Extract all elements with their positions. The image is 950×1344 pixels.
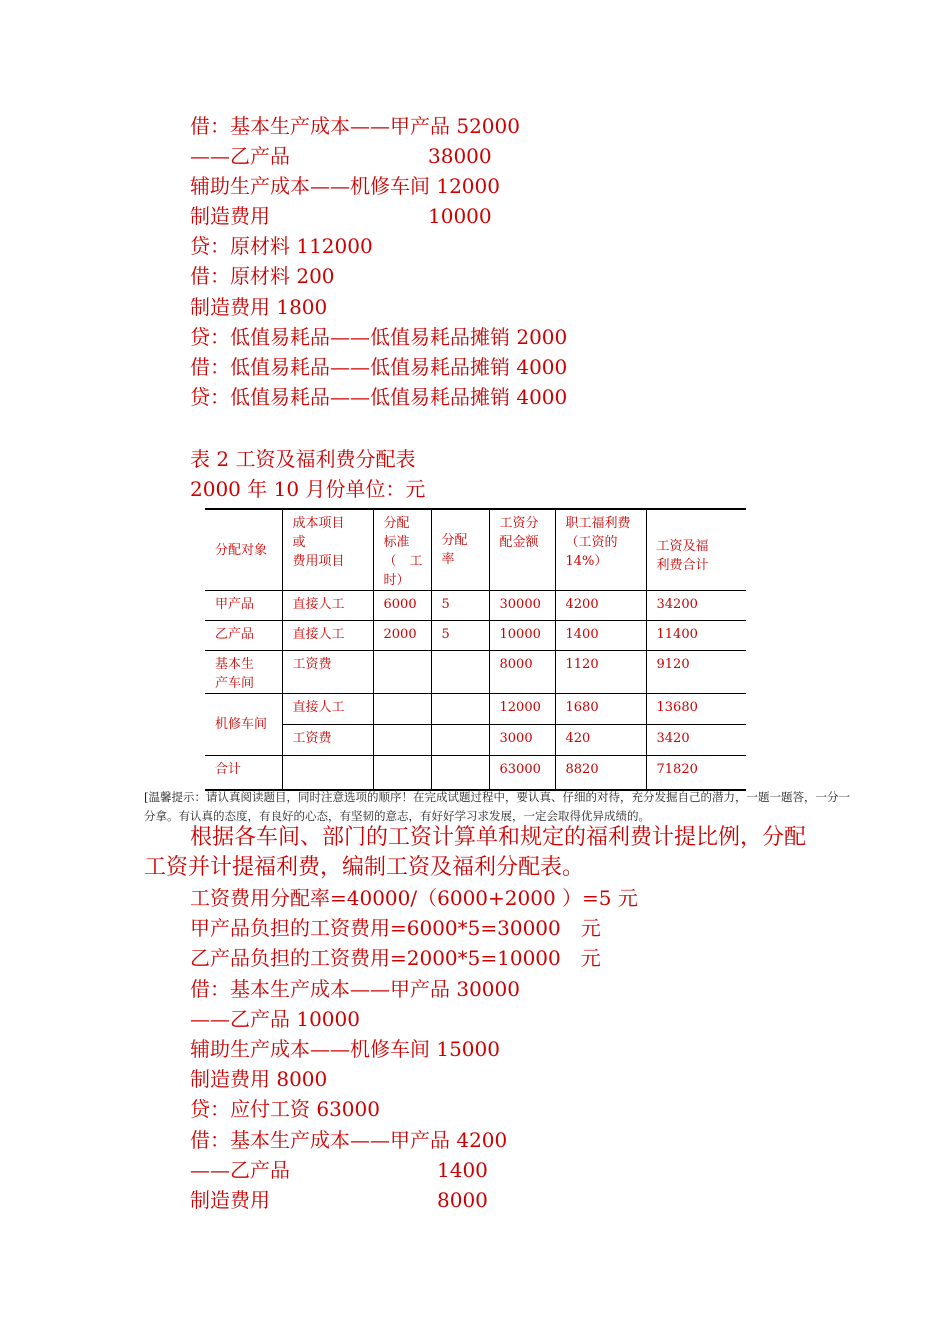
table-row	[205, 694, 746, 725]
table-cell: 8820	[555, 756, 646, 790]
table-cell: 4200	[555, 591, 646, 621]
table-cell	[431, 651, 489, 694]
journal-line: ——乙产品 38000	[190, 144, 492, 168]
table-cell	[373, 756, 431, 790]
table-cell	[431, 756, 489, 790]
header-cell: 职工福利费 （工资的 14%）	[555, 509, 646, 591]
journal-line: 贷：低值易耗品——低值易耗品摊销 2000	[190, 325, 568, 349]
table-row	[205, 725, 746, 756]
calc-line: 工资费用分配率=40000/（6000+2000 ）=5 元	[190, 886, 638, 910]
header-cell: 分配 率	[431, 509, 489, 591]
table-cell: 13680	[646, 694, 746, 725]
table-cell: 10000	[489, 621, 555, 651]
table-cell: 2000	[373, 621, 431, 651]
journal-line: ——乙产品 1400	[190, 1158, 488, 1182]
table-cell	[431, 694, 489, 725]
calc-line: 乙产品负担的工资费用=2000*5=10000 元	[190, 946, 601, 970]
table-cell	[282, 756, 373, 790]
table-cell	[373, 725, 431, 756]
table-cell: 5	[431, 591, 489, 621]
header-cell: 工资及福 利费合计	[646, 509, 746, 591]
table-cell: 3420	[646, 725, 746, 756]
journal-line: 贷：低值易耗品——低值易耗品摊销 4000	[190, 385, 568, 409]
table-cell: 工资费	[282, 725, 373, 756]
header-cell: 工资分 配金额	[489, 509, 555, 591]
table-cell: 6000	[373, 591, 431, 621]
journal-line: 贷：原材料 112000	[190, 234, 373, 258]
journal-line: 贷：应付工资 63000	[190, 1097, 380, 1121]
wage-allocation-table	[205, 508, 746, 791]
table-cell: 机修车间	[205, 694, 282, 756]
table-cell	[373, 694, 431, 725]
table-cell: 合计	[205, 756, 282, 790]
table-cell: 8000	[489, 651, 555, 694]
table-cell: 1400	[555, 621, 646, 651]
header-cell: 分配对象	[205, 509, 282, 591]
table-cell: 甲产品	[205, 591, 282, 621]
table-cell: 1680	[555, 694, 646, 725]
table-cell: 工资费	[282, 651, 373, 694]
table-cell: 30000	[489, 591, 555, 621]
table-cell: 9120	[646, 651, 746, 694]
table-cell: 63000	[489, 756, 555, 790]
journal-line: 借：低值易耗品——低值易耗品摊销 4000	[190, 355, 568, 379]
table-cell: 420	[555, 725, 646, 756]
table-row	[205, 591, 746, 621]
calc-line: 甲产品负担的工资费用=6000*5=30000 元	[190, 916, 601, 940]
table-cell: 基本生 产车间	[205, 651, 282, 694]
table-cell: 1120	[555, 651, 646, 694]
table-cell: 3000	[489, 725, 555, 756]
table-cell: 直接人工	[282, 694, 373, 725]
journal-line: 借：基本生产成本——甲产品 4200	[190, 1128, 508, 1152]
journal-line: 借：基本生产成本——甲产品 52000	[190, 114, 520, 138]
journal-line: 辅助生产成本——机修车间 15000	[190, 1037, 500, 1061]
table-cell: 34200	[646, 591, 746, 621]
table-cell	[431, 725, 489, 756]
table-cell: 直接人工	[282, 621, 373, 651]
header-cell: 成本项目 或 费用项目	[282, 509, 373, 591]
table-cell: 71820	[646, 756, 746, 790]
journal-line: 借：基本生产成本——甲产品 30000	[190, 977, 520, 1001]
table-title: 表 2 工资及福利费分配表	[190, 447, 416, 471]
table-row	[205, 621, 746, 651]
table-cell: 5	[431, 621, 489, 651]
header-cell: 分配 标准 （ 工 时）	[373, 509, 431, 591]
tip-note: [温馨提示：请认真阅读题目，同时注意选项的顺序！在完成试题过程中，要认真、仔细的对待，充分发掘自己的潜力，一题一题答，一分一分拿。有认真的态度，有良好的心态，有坚韧的意志，有好好学习求发展，一定会取得优异成绩的。	[144, 790, 850, 823]
journal-line: 借：原材料 200	[190, 264, 335, 288]
table-cell: 乙产品	[205, 621, 282, 651]
journal-line: 制造费用 8000	[190, 1067, 328, 1091]
table-cell: 12000	[489, 694, 555, 725]
journal-line: 制造费用 8000	[190, 1188, 488, 1212]
table-row	[205, 651, 746, 694]
table-cell: 直接人工	[282, 591, 373, 621]
table-cell: 11400	[646, 621, 746, 651]
journal-line: ——乙产品 10000	[190, 1007, 360, 1031]
table-header-row	[205, 509, 746, 591]
table-total-row	[205, 756, 746, 790]
instruction-paragraph: 根据各车间、部门的工资计算单和规定的福利费计提比例，分配工资并计提福利费，编制工资及福利分配表。	[144, 825, 807, 880]
journal-line: 制造费用 10000	[190, 204, 492, 228]
journal-line: 辅助生产成本——机修车间 12000	[190, 174, 500, 198]
table-subtitle: 2000 年 10 月份单位：元	[190, 477, 426, 501]
journal-line: 制造费用 1800	[190, 295, 328, 319]
table-cell	[373, 651, 431, 694]
